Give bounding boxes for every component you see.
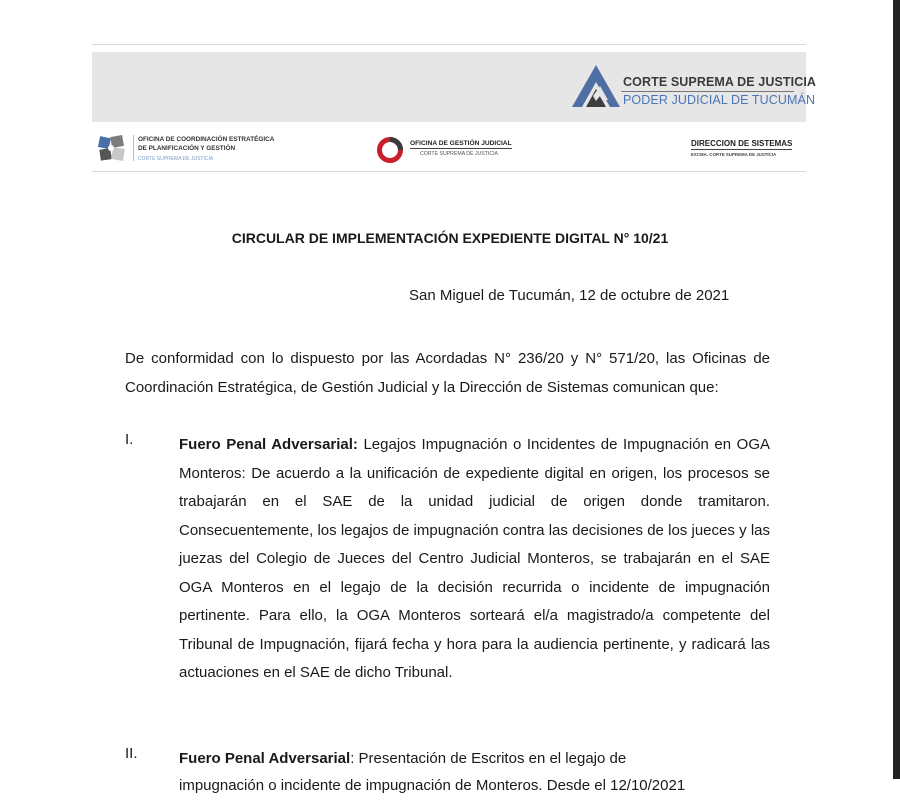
item-number: II.	[125, 745, 138, 762]
court-logo-icon	[572, 65, 620, 107]
ring-icon	[376, 136, 404, 164]
document-title: CIRCULAR DE IMPLEMENTACIÓN EXPEDIENTE DIGITAL N° 10/21	[231, 230, 669, 246]
item-number: I.	[125, 431, 134, 448]
court-name: CORTE SUPREMA DE JUSTICIA	[623, 75, 817, 89]
item-text: Legajos Impugnación o Incidentes de Impugnación en OGA Monteros: De acuerdo a la unificación de expediente digital en origen, los procesos se trabajarán en el SAE de la unidad judicial de origen donde tramitaron. Consecuentemente, los legajos de impugnación contra las decisiones de los jueces y las juezas del Colegio de Jueces del Centro Judicial Monteros, se trabajarán en el SAE OGA Monteros en el legajo de la decisión recurrida o incidente de impugnación pertinente. Para ello, la OGA Monteros sorteará el/a magistrado/a competente del Tribunal de Impugnación, fijará fecha y hora para la audiencia pertinente, y radicará las actuaciones en el SAE de dicho Tribunal.	[179, 436, 770, 681]
court-subtitle: PODER JUDICIAL DE TUCUMÁN	[623, 93, 816, 107]
office-planning-subtitle: CORTE SUPREMA DE JUSTICIA	[138, 156, 214, 162]
office-judicial-name: OFICINA DE GESTIÓN JUDICIAL	[410, 140, 512, 147]
list-item	[179, 745, 770, 774]
intro-paragraph: De conformidad con lo dispuesto por las Acordadas N° 236/20 y N° 571/20, las Oficinas de Coordinación Estratégica, de Gestión Judicial y la Dirección de Sistemas comunican que:	[125, 350, 770, 396]
puzzle-icon	[96, 133, 128, 163]
window-edge	[893, 0, 900, 779]
list-item	[179, 431, 770, 688]
office-systems-subtitle: EXCMA. CORTE SUPREMA DE JUSTICIA	[691, 152, 777, 157]
item-heading: Fuero Penal Adversarial	[179, 750, 351, 767]
item-text-continuation: impugnación o incidente de impugnación de Monteros. Desde el 12/10/2021	[179, 777, 686, 794]
office-judicial-subtitle: CORTE SUPREMA DE JUSTICIA	[420, 151, 499, 157]
document-dateline: San Miguel de Tucumán, 12 de octubre de 2021	[409, 287, 730, 304]
item-text: : Presentación de Escritos en el legajo de	[350, 750, 627, 767]
office-planning-name-line2: DE PLANIFICACIÓN Y GESTIÓN	[138, 145, 236, 152]
court-divider	[621, 91, 794, 92]
office-planning-name-line1: OFICINA DE COORDINACIÓN ESTRATÉGICA	[138, 136, 275, 143]
office-systems-name: DIRECCION DE SISTEMAS	[691, 139, 793, 148]
header-top-rule	[92, 44, 806, 45]
office-logo-divider	[133, 135, 134, 161]
item-heading: Fuero Penal Adversarial:	[179, 436, 358, 453]
header-bottom-rule	[92, 171, 806, 172]
